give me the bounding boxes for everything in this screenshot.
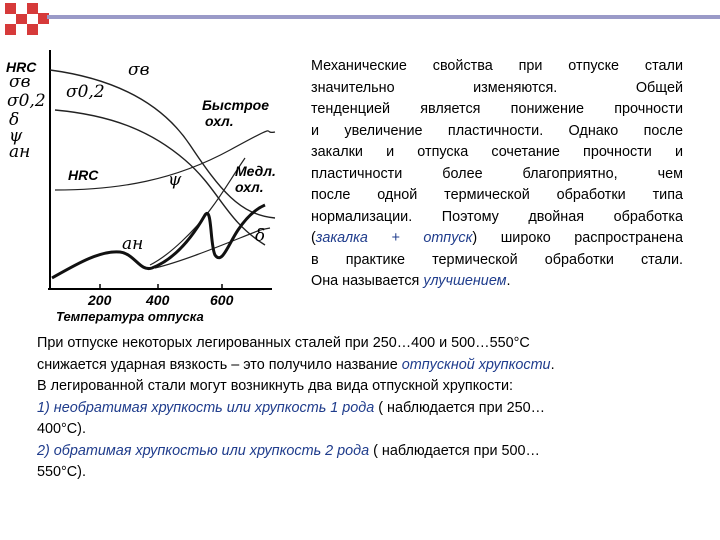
list-marker: 2) — [37, 442, 54, 459]
text-line: Механические свойства при отпуске стали — [311, 58, 683, 74]
psi-curve — [150, 158, 245, 265]
text-line: закалки и отпуска сочетание прочности и — [311, 144, 683, 160]
label-slow-cooling-2: охл. — [235, 179, 264, 195]
text-line — [311, 271, 683, 293]
text-fragment: ( — [311, 230, 316, 246]
text-word: изменяются. — [473, 79, 558, 96]
label-psi-curve: ψ — [168, 170, 182, 190]
text-line: в практике термической обработки стали. — [311, 251, 683, 268]
label-delta-axis: δ — [9, 110, 20, 130]
term-temper-brittleness: отпускной хрупкости — [401, 356, 551, 373]
text-line — [311, 78, 683, 100]
text-line: нормализации. Поэтому двойная обработка — [311, 208, 683, 225]
decor-square — [16, 13, 27, 24]
decor-square — [27, 24, 38, 35]
text-line — [37, 441, 697, 463]
bottom-paragraph — [37, 333, 697, 484]
text-line: 400°С). — [37, 421, 86, 437]
label-an-axis: aн — [9, 142, 31, 162]
text-fragment: ( наблюдается при 250… — [374, 399, 546, 416]
label-sigma-02-axis: σ0,2 — [7, 91, 46, 111]
list-marker: 1) — [37, 399, 54, 416]
label-hrc-curve: HRC — [68, 167, 99, 183]
text-fragment: . — [506, 273, 511, 289]
text-line: В легированной стали могут возникнуть два вида отпускной хрупкости: — [37, 378, 513, 394]
label-sigma-v-axis: σв — [9, 72, 31, 92]
label-delta-curve: δ — [255, 226, 266, 246]
label-psi-axis: ψ — [9, 126, 23, 146]
text-line: При отпуске некоторых легированных сталей при 250…400 и 500…550°С — [37, 335, 530, 351]
text-line — [311, 228, 683, 250]
text-line: тенденцией является понижение прочности — [311, 101, 683, 117]
x-axis-title: Температура отпуска — [56, 309, 204, 324]
x-tick-label-200: 200 — [88, 292, 112, 308]
label-slow-cooling-1: Медл. — [235, 163, 276, 179]
text-word: Общей — [635, 79, 683, 96]
decor-square — [5, 3, 16, 14]
text-fragment: Она называется — [311, 273, 424, 289]
text-line: после одной термической обработки типа — [311, 187, 683, 203]
label-hrc-axis: HRC — [6, 59, 37, 75]
decor-square — [16, 3, 27, 14]
text-fragment: ( наблюдается при 500… — [369, 442, 540, 459]
header-rule — [47, 15, 720, 19]
text-line: пластичности более благоприятно, чем — [311, 165, 683, 182]
decor-square — [27, 3, 38, 14]
tempering-properties-figure — [0, 40, 300, 330]
decor-square — [5, 24, 16, 35]
term-irreversible-brittleness: необратимая хрупкость или хрупкость 1 рода — [53, 399, 375, 416]
label-fast-cooling-1: Быстрое — [202, 97, 269, 113]
term-reversible-brittleness: обратимая хрупкостью или хрупкость 2 рода — [53, 442, 370, 459]
label-fast-cooling-2: охл. — [205, 113, 234, 129]
term-improvement: улучшением — [423, 273, 507, 289]
x-tick-label-600: 600 — [210, 292, 234, 308]
text-line: 550°С). — [37, 464, 86, 480]
term-quench-temper: закалка + отпуск — [315, 230, 473, 246]
text-fragment: ) широко распространена — [472, 230, 683, 246]
text-fragment: снижается ударная вязкость – это получило название — [37, 356, 402, 373]
right-paragraph — [311, 56, 683, 293]
text-line: и увеличение пластичности. Однако после — [311, 122, 683, 139]
label-sigma-02-curve: σ0,2 — [66, 82, 105, 102]
text-line — [37, 398, 697, 420]
text-word: значительно — [311, 79, 395, 96]
corner-decoration — [0, 0, 60, 40]
x-tick-label-400: 400 — [146, 292, 170, 308]
text-fragment: . — [550, 356, 555, 373]
label-sigma-v-curve: σв — [128, 60, 150, 80]
text-line — [37, 355, 697, 377]
label-an-curve: aн — [122, 234, 144, 254]
